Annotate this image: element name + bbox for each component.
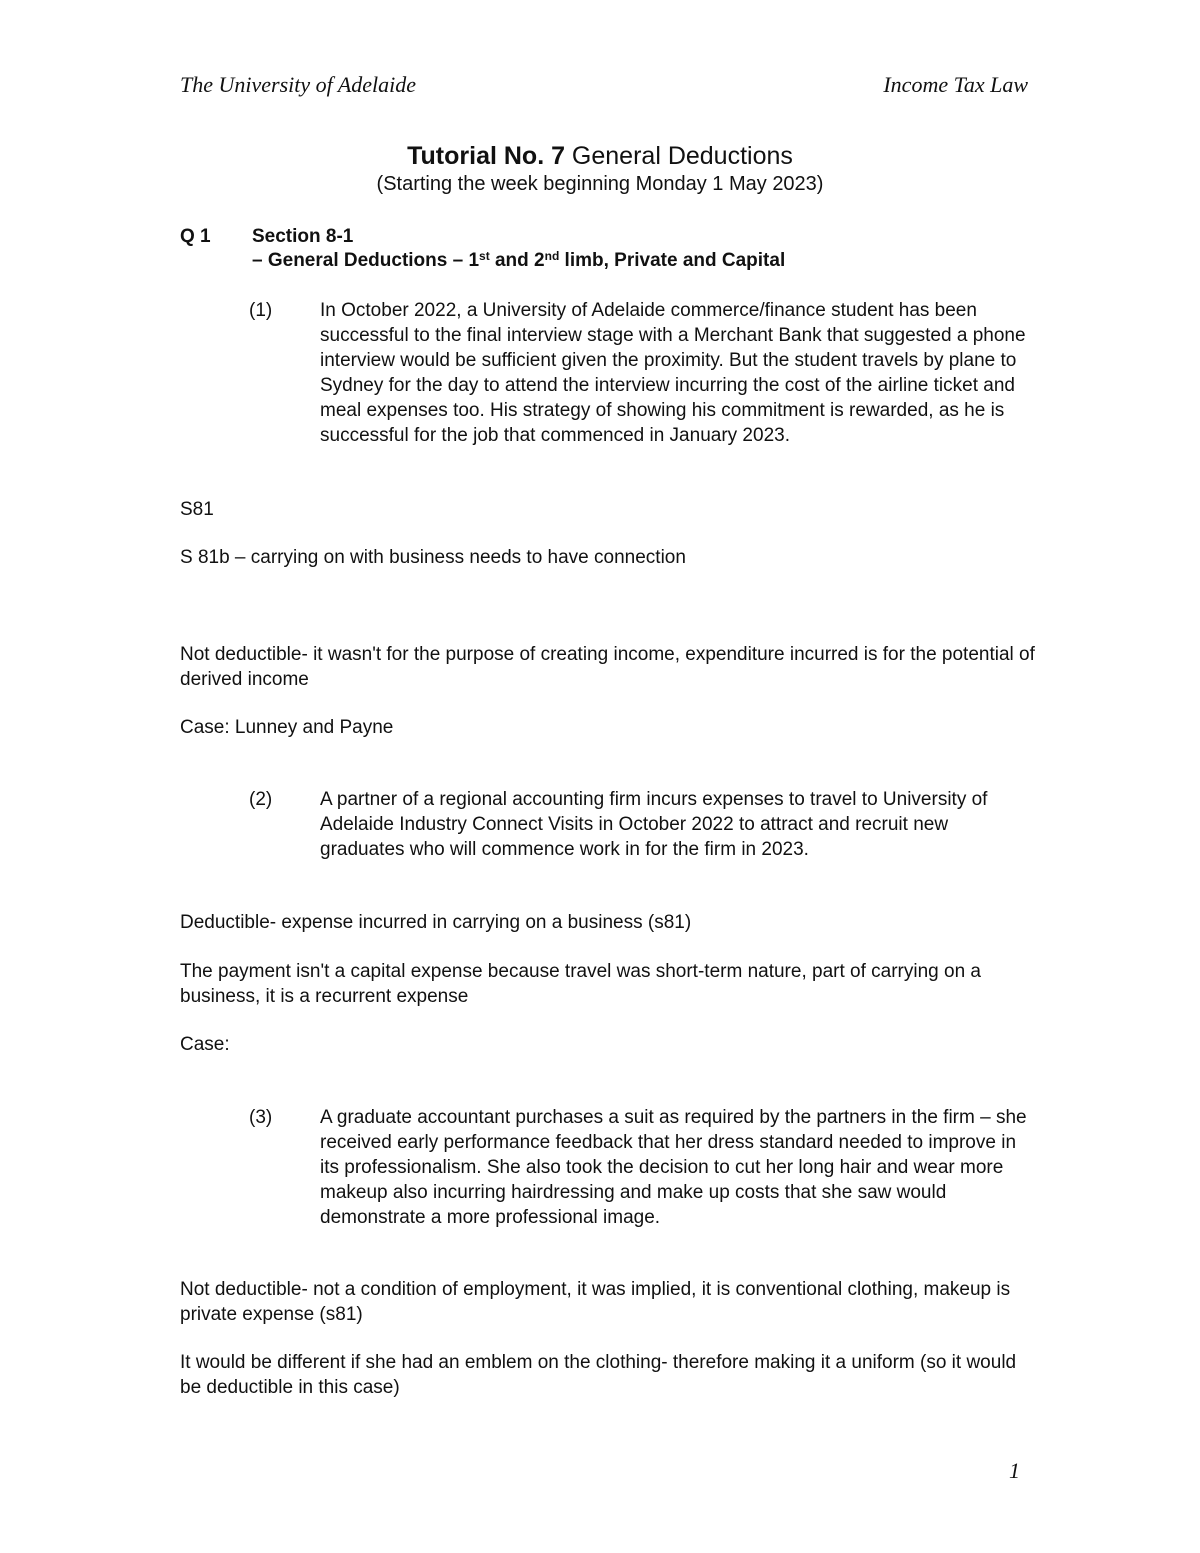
answer-1: Not deductible- it wasn't for the purpose of creating income, expenditure incurred is for the potential of derived income: [180, 644, 1035, 690]
note-s81b: S 81b – carrying on with business needs to have connection: [180, 547, 686, 568]
item-number: (2): [249, 789, 273, 810]
page-number: 1: [1009, 1458, 1020, 1483]
answer-2b: The payment isn't a capital expense because travel was short-term nature, part of carrying on a business, it is a recurrent expense: [180, 961, 981, 1007]
item-text: A partner of a regional accounting firm incurs expenses to travel to University of Adelaide Industry Connect Visits in October 2022 to attract and recruit new graduates who will commence work in for the firm in 2023.: [320, 789, 988, 860]
answer-3b: It would be different if she had an emblem on the clothing- therefore making it a uniform (so it would be deductible in this case): [180, 1352, 1017, 1398]
question-label: Q 1: [180, 226, 211, 247]
case-1: Case: Lunney and Payne: [180, 717, 394, 738]
question-section: Section 8-1: [252, 226, 354, 247]
case-2: Case:: [180, 1034, 230, 1055]
header-course: Income Tax Law: [883, 72, 1028, 97]
item-text: In October 2022, a University of Adelaide commerce/finance student has been successful to the final interview stage with a Merchant Bank that suggested a phone interview would be sufficient given the proximity. But the student travels by plane to Sydney for the day to attend the interview incurring the cost of the airline ticket and meal expenses too. His strategy of showing his commitment is rewarded, as he is successful for the job that commenced in January 2023.: [320, 300, 1026, 446]
answer-2a: Deductible- expense incurred in carrying on a business (s81): [180, 912, 692, 933]
header-university: The University of Adelaide: [180, 72, 417, 97]
note-s81: S81: [180, 499, 214, 520]
item-number: (3): [249, 1107, 273, 1128]
tutorial-title-number: Tutorial No. 7: [407, 142, 565, 170]
tutorial-title: [0, 142, 1200, 171]
question-subheading: – General Deductions – 1st and 2nd limb, Private and Capital: [252, 249, 786, 271]
answer-3a: Not deductible- not a condition of employment, it was implied, it is conventional clothing, makeup is private expense (s81): [180, 1279, 1011, 1325]
tutorial-subtitle: (Starting the week beginning Monday 1 May 2023): [376, 173, 824, 195]
item-number: (1): [249, 300, 273, 321]
tutorial-title-topic: General Deductions: [564, 142, 793, 170]
item-text: A graduate accountant purchases a suit as required by the partners in the firm – she received early performance feedback that her dress standard needed to improve in its professionalism. She also took the decision to cut her long hair and wear more makeup also incurring hairdressing and make up costs that she saw would demonstrate a more professional image.: [320, 1107, 1027, 1228]
